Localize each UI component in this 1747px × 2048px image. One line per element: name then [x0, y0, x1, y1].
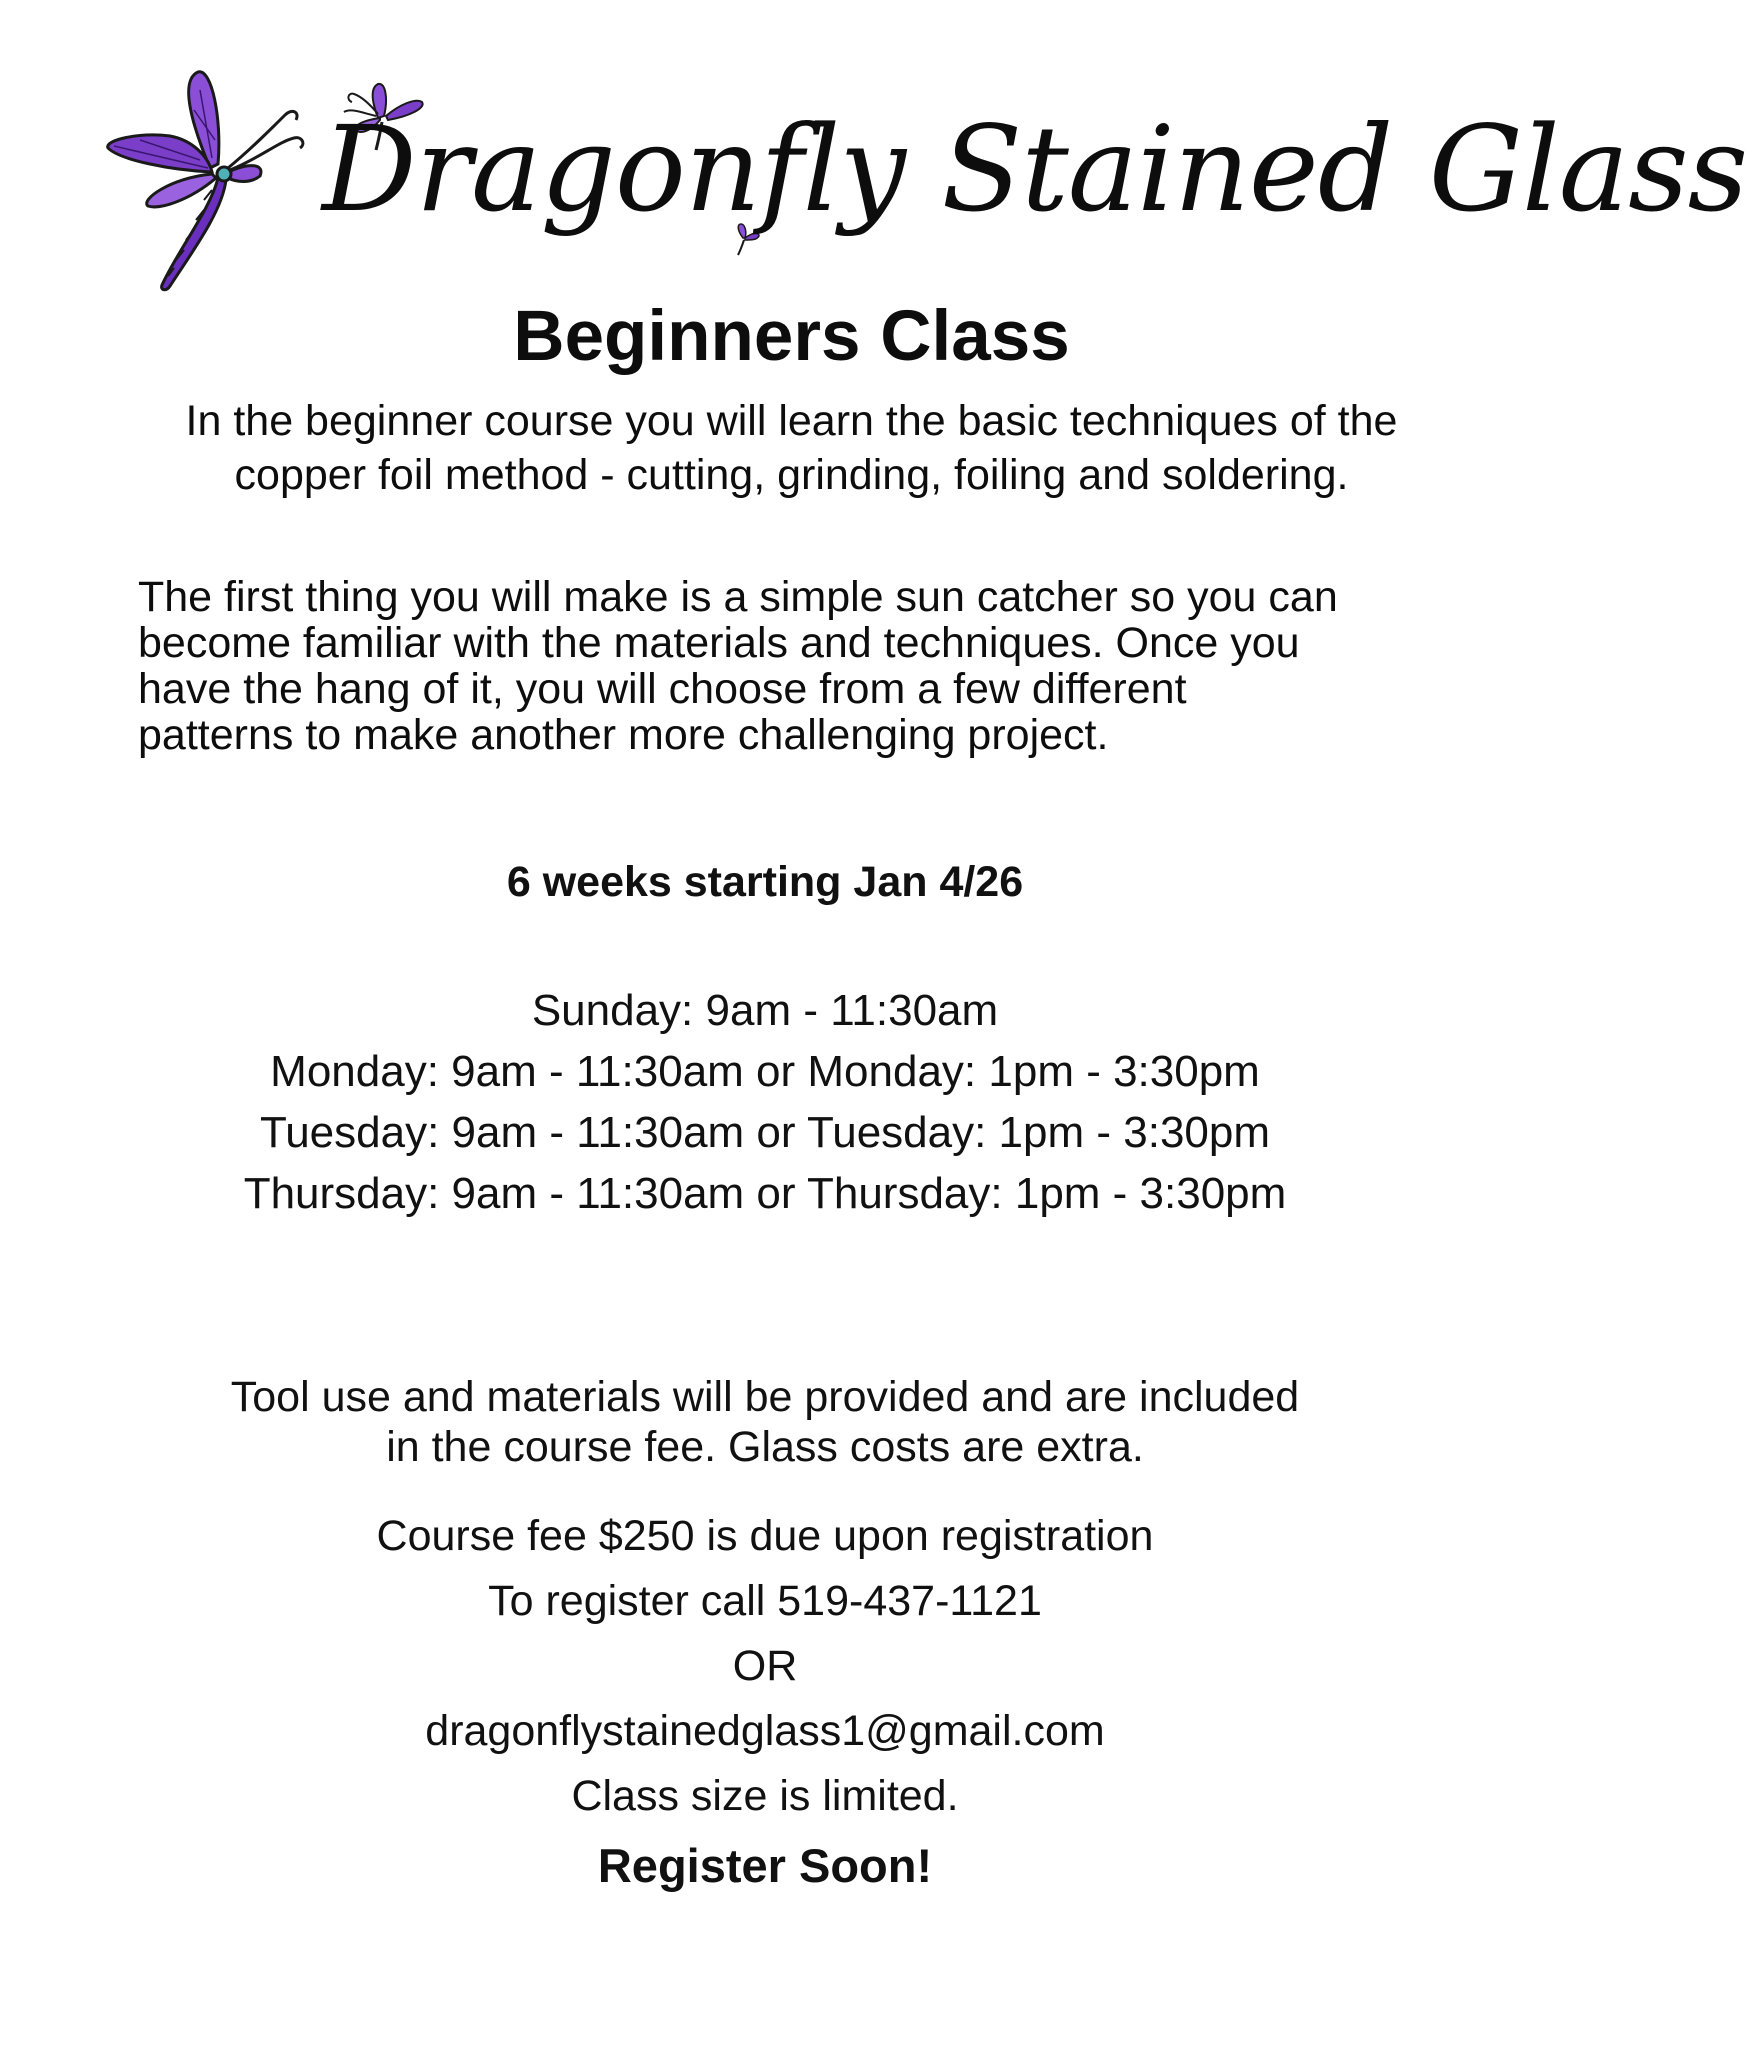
course-duration: 6 weeks starting Jan 4/26 — [506, 858, 1024, 906]
registration-info — [0, 1504, 1530, 1829]
tools-note — [0, 1372, 1530, 1472]
schedule-item: Thursday: 9am - 11:30am or Thursday: 1pm - 3:30pm — [243, 1169, 1287, 1218]
tools-line: Tool use and materials will be provided and are included — [230, 1373, 1300, 1421]
or-separator: OR — [732, 1642, 798, 1690]
detail-paragraph — [138, 574, 1498, 758]
intro-line: copper foil method - cutting, grinding, foiling and soldering. — [234, 451, 1349, 499]
course-fee: Course fee $250 is due upon registration — [376, 1512, 1154, 1560]
page-title: Beginners Class — [513, 297, 1070, 376]
schedule-item: Sunday: 9am - 11:30am — [531, 986, 999, 1035]
detail-line: have the hang of it, you will choose from a few different — [138, 665, 1187, 713]
intro-line: In the beginner course you will learn the basic techniques of the — [185, 397, 1398, 445]
schedule-item: Tuesday: 9am - 11:30am or Tuesday: 1pm - 3:30pm — [259, 1108, 1271, 1157]
intro-paragraph — [0, 394, 1583, 502]
detail-line: patterns to make another more challenging project. — [138, 711, 1109, 759]
register-call-to-action: Register Soon! — [597, 1839, 933, 1892]
brand-name: Dragonfly Stained Glass — [322, 100, 1747, 238]
detail-line: become familiar with the materials and techniques. Once you — [138, 619, 1300, 667]
logo — [100, 60, 1747, 300]
schedule-list — [0, 980, 1530, 1224]
schedule-item: Monday: 9am - 11:30am or Monday: 1pm - 3:30pm — [270, 1047, 1260, 1096]
dragonfly-icon — [100, 60, 340, 300]
email-address[interactable]: dragonflystainedglass1@gmail.com — [425, 1707, 1105, 1755]
tools-line: in the course fee. Glass costs are extra. — [386, 1423, 1144, 1471]
detail-line: The first thing you will make is a simple sun catcher so you can — [138, 573, 1338, 621]
phone-number: To register call 519-437-1121 — [488, 1577, 1042, 1625]
class-size-note: Class size is limited. — [571, 1772, 959, 1820]
